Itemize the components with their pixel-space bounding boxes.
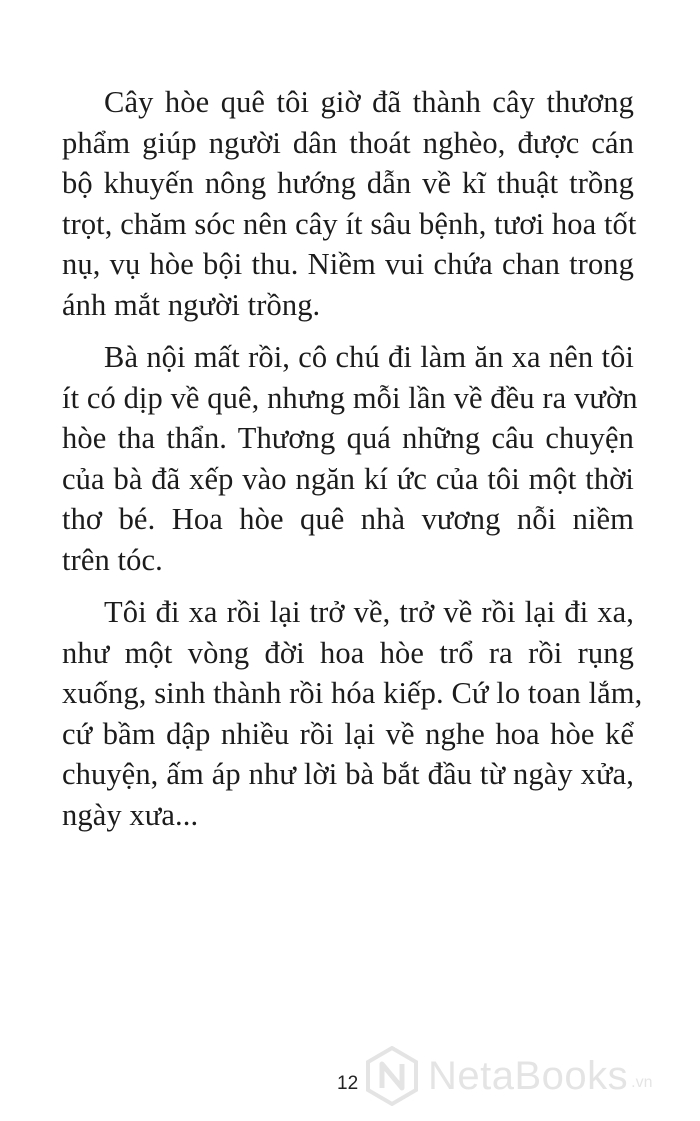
text-line: trọt, chăm sóc nên cây ít sâu bệnh, tươi hoa tốt (62, 206, 637, 241)
text-line: bộ khuyến nông hướng dẫn về kĩ thuật trồng (62, 166, 634, 200)
text-line: thơ bé. Hoa hòe quê nhà vương nỗi niềm (62, 502, 634, 536)
text-line: xuống, sinh thành rồi hóa kiếp. Cứ lo toan lắm, (62, 676, 643, 710)
paragraph-3 (62, 592, 643, 835)
text-line: như một vòng đời hoa hòe trổ ra rồi rụng (62, 635, 634, 670)
text-line: Cây hòe quê tôi giờ đã thành cây thương (104, 85, 634, 119)
text-line: phẩm giúp người dân thoát nghèo, được cán (62, 125, 634, 160)
paragraph-2 (62, 337, 638, 580)
text-line: nụ, vụ hòe bội thu. Niềm vui chứa chan trong (62, 247, 634, 281)
text-line: cứ bầm dập nhiều rồi lại về nghe hoa hòe kể (62, 716, 634, 751)
text-line: trên tóc. (62, 542, 163, 577)
text-line: ít có dịp về quê, nhưng mỗi lần về đều ra vườn (62, 380, 638, 415)
watermark (366, 1045, 653, 1107)
watermark-text: NetaBooks (428, 1053, 629, 1098)
page-number: 12 (337, 1073, 359, 1094)
paragraph-1 (62, 82, 637, 325)
netabooks-logo-icon (366, 1046, 418, 1106)
text-line: của bà đã xếp vào ngăn kí ức của tôi một thời (62, 461, 634, 496)
text-line: Bà nội mất rồi, cô chú đi làm ăn xa nên tôi (104, 340, 634, 374)
text-line: chuyện, ấm áp như lời bà bắt đầu từ ngày xửa, (62, 757, 634, 791)
text-line: ánh mắt người trồng. (62, 287, 321, 322)
text-line: hòe tha thẩn. Thương quá những câu chuyện (62, 421, 634, 455)
body-text (62, 82, 643, 847)
text-line: Tôi đi xa rồi lại trở về, trở về rồi lại đi xa, (104, 595, 634, 629)
watermark-suffix: .vn (631, 1074, 653, 1091)
text-line: ngày xưa... (62, 797, 199, 832)
